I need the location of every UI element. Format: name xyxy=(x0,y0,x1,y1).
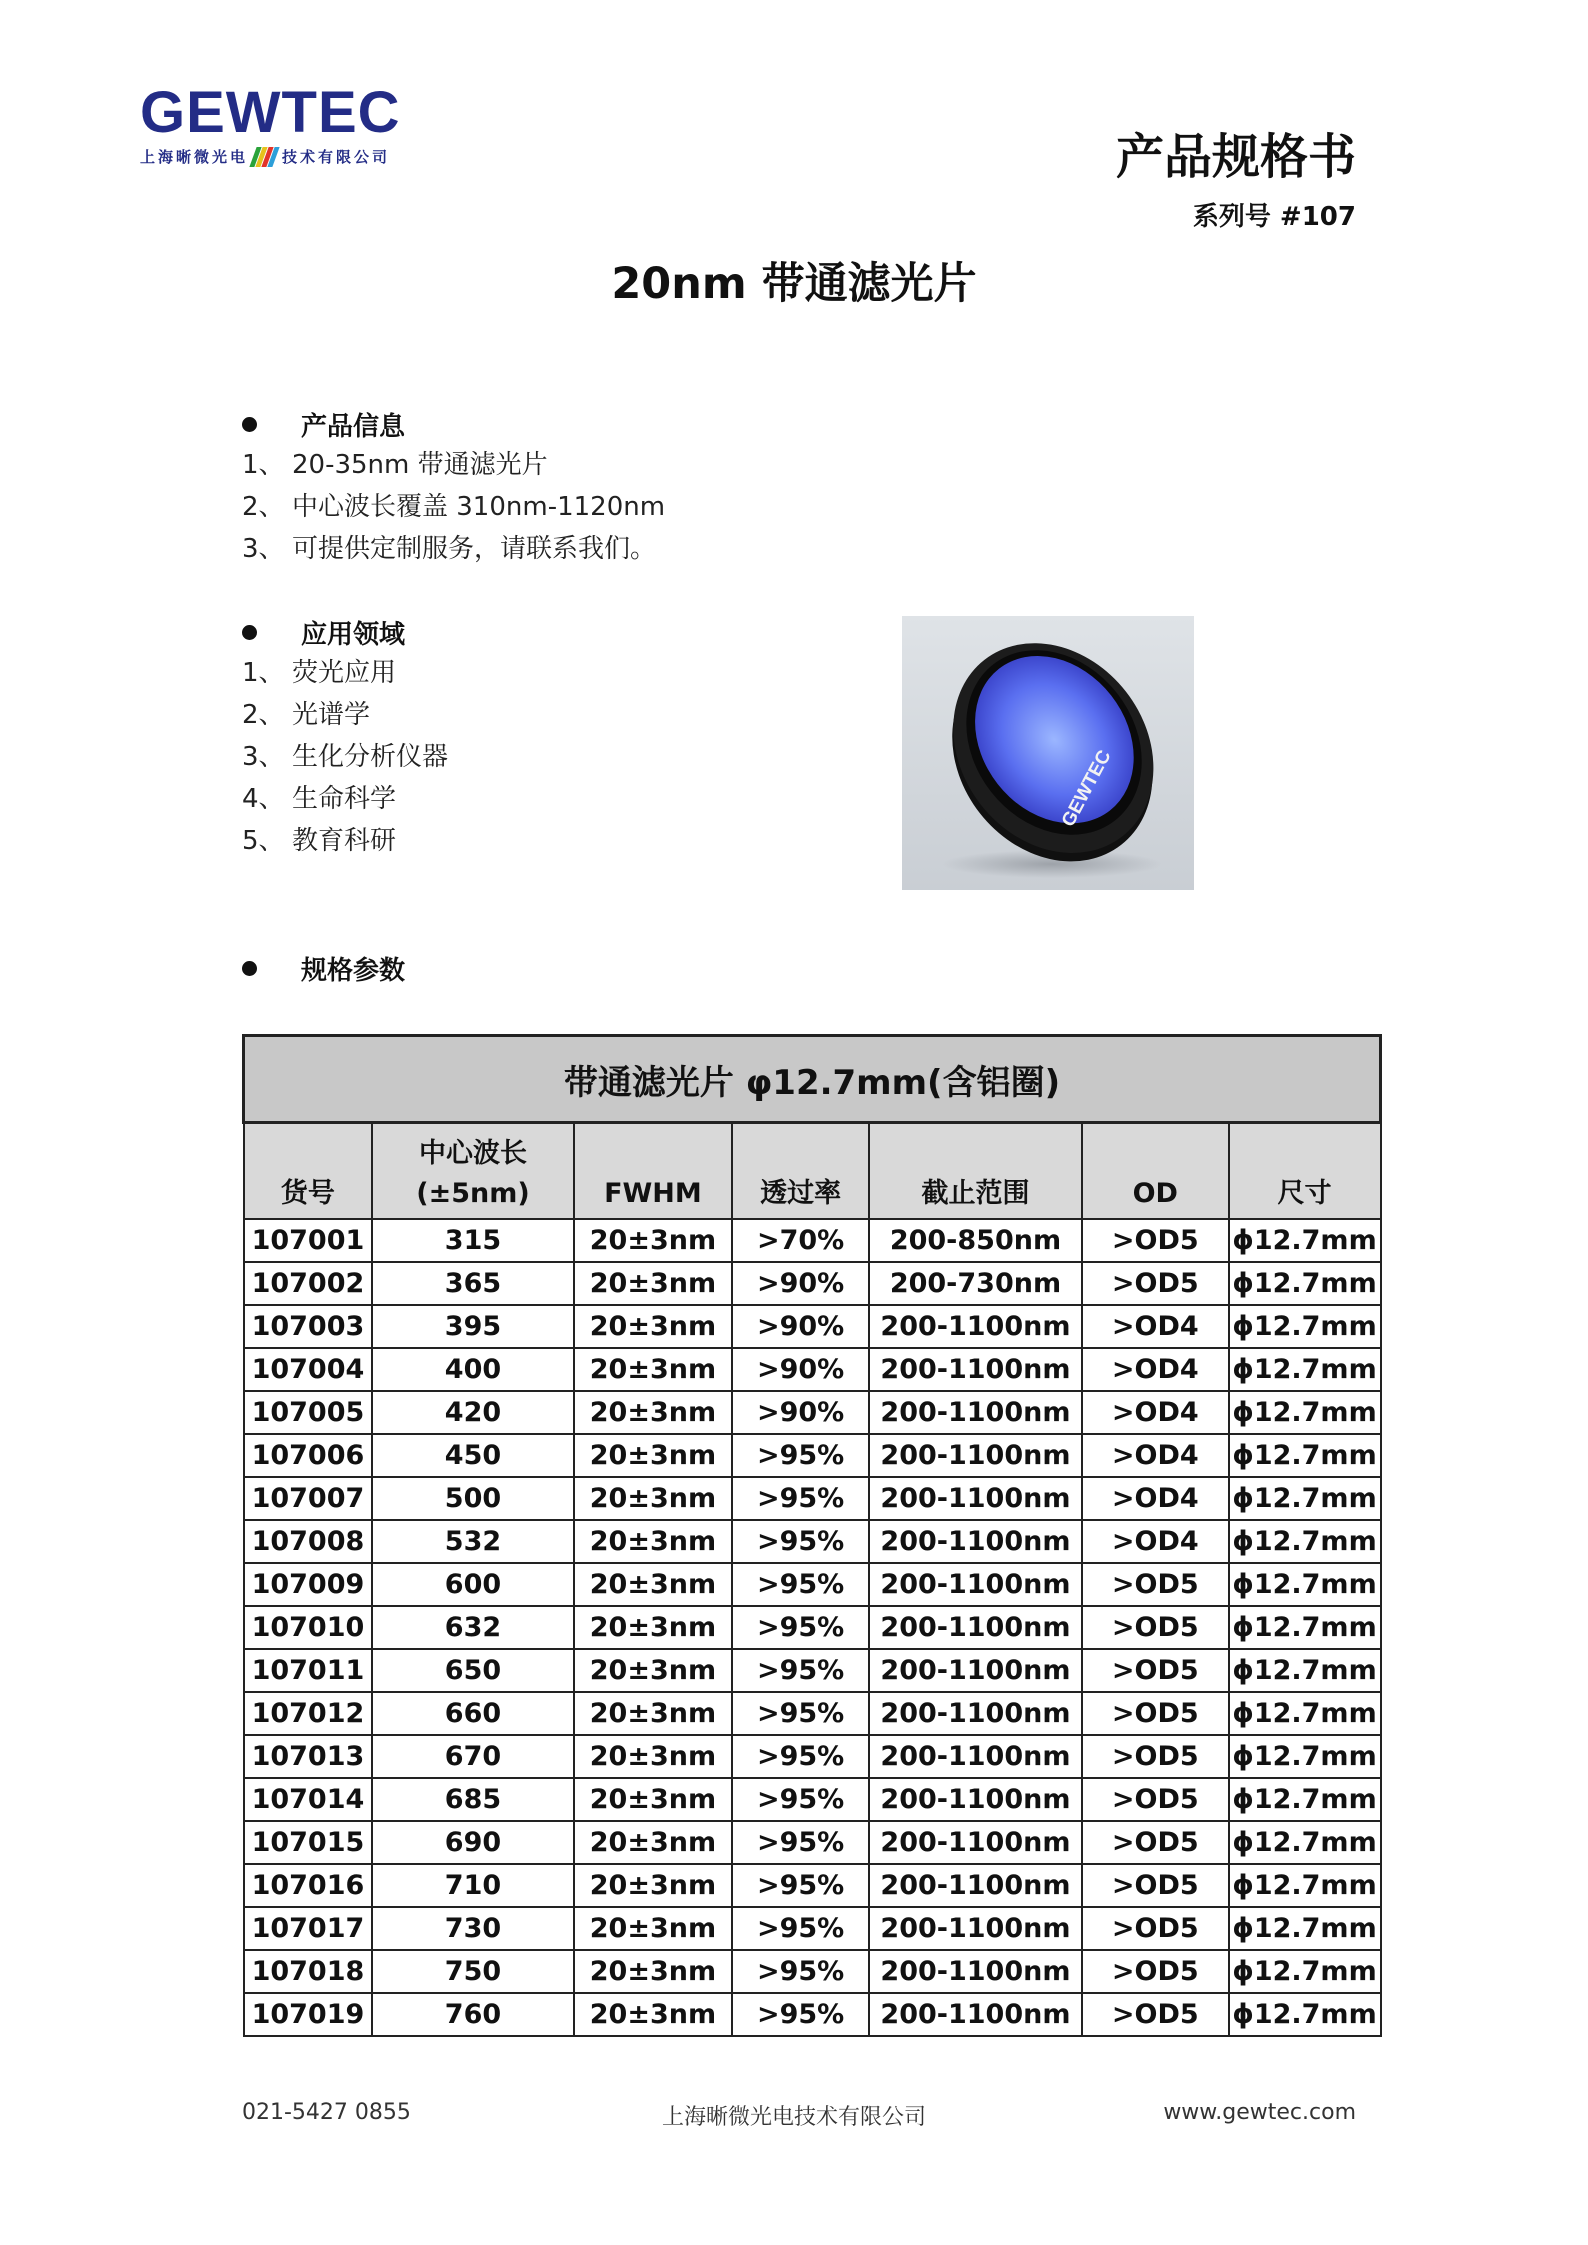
list-item xyxy=(242,778,448,820)
bullet-icon xyxy=(242,961,257,976)
logo-subtitle xyxy=(140,146,440,167)
table-row xyxy=(244,1219,1381,1262)
table-cell: 632 xyxy=(372,1606,573,1649)
table-cell: 20±3nm xyxy=(574,1821,733,1864)
table-cell: >OD4 xyxy=(1082,1477,1228,1520)
list-item xyxy=(242,694,448,736)
section-heading-product-info xyxy=(242,406,405,443)
list-item-number: 2、 xyxy=(242,700,285,730)
list-item xyxy=(242,528,665,570)
filter-image xyxy=(902,616,1194,890)
table-cell: 20±3nm xyxy=(574,1348,733,1391)
table-cell: >OD5 xyxy=(1082,1606,1228,1649)
series-number: 系列号 #107 xyxy=(1192,202,1356,232)
table-cell: 107013 xyxy=(244,1735,373,1778)
table-cell: 20±3nm xyxy=(574,1692,733,1735)
table-cell: >OD5 xyxy=(1082,1262,1228,1305)
table-cell: 315 xyxy=(372,1219,573,1262)
table-cell: 760 xyxy=(372,1993,573,2036)
table-cell: >OD5 xyxy=(1082,1778,1228,1821)
table-cell: 20±3nm xyxy=(574,1391,733,1434)
list-item-text: 可提供定制服务，请联系我们。 xyxy=(292,534,657,564)
table-cell: >OD4 xyxy=(1082,1434,1228,1477)
table-cell: 200-1100nm xyxy=(869,1348,1082,1391)
table-cell: 20±3nm xyxy=(574,1477,733,1520)
bullet-icon xyxy=(242,417,257,432)
table-cell: 20±3nm xyxy=(574,1434,733,1477)
table-cell: >95% xyxy=(732,1606,869,1649)
table-cell: 20±3nm xyxy=(574,1262,733,1305)
list-item-text: 生命科学 xyxy=(292,784,397,814)
table-cell: 200-1100nm xyxy=(869,1477,1082,1520)
table-cell: 200-1100nm xyxy=(869,1864,1082,1907)
table-cell: 200-850nm xyxy=(869,1219,1082,1262)
table-cell: >95% xyxy=(732,1864,869,1907)
list-item xyxy=(242,736,448,778)
table-cell: 20±3nm xyxy=(574,1993,733,2036)
section-heading-text: 应用领域 xyxy=(301,620,406,650)
table-row xyxy=(244,1993,1381,2036)
table-cell: 107006 xyxy=(244,1434,373,1477)
table-cell: 107014 xyxy=(244,1778,373,1821)
table-row xyxy=(244,1391,1381,1434)
column-header: 透过率 xyxy=(732,1123,869,1220)
table-cell: 395 xyxy=(372,1305,573,1348)
list-item-text: 生化分析仪器 xyxy=(292,742,449,772)
column-header: 中心波长 (±5nm) xyxy=(372,1123,573,1220)
table-cell: >OD5 xyxy=(1082,1864,1228,1907)
table-cell: 20±3nm xyxy=(574,1649,733,1692)
table-cell: ϕ12.7mm xyxy=(1229,1520,1381,1563)
table-cell: >OD4 xyxy=(1082,1391,1228,1434)
table-row xyxy=(244,1821,1381,1864)
column-header: 尺寸 xyxy=(1229,1123,1381,1220)
bullet-icon xyxy=(242,625,257,640)
table-cell: >95% xyxy=(732,1821,869,1864)
logo-subtitle-left: 上海晰微光电 xyxy=(140,148,249,166)
table-cell: 107015 xyxy=(244,1821,373,1864)
product-photo xyxy=(902,616,1194,890)
table-cell: 420 xyxy=(372,1391,573,1434)
table-cell: 200-730nm xyxy=(869,1262,1082,1305)
table-row xyxy=(244,1692,1381,1735)
table-row xyxy=(244,1262,1381,1305)
list-item-number: 3、 xyxy=(242,742,285,772)
table-cell: >OD5 xyxy=(1082,1821,1228,1864)
table-cell: >OD5 xyxy=(1082,1950,1228,1993)
table-cell: ϕ12.7mm xyxy=(1229,1821,1381,1864)
table-cell: 107007 xyxy=(244,1477,373,1520)
table-cell: 107011 xyxy=(244,1649,373,1692)
table-cell: >OD4 xyxy=(1082,1348,1228,1391)
table-cell: 365 xyxy=(372,1262,573,1305)
table-cell: ϕ12.7mm xyxy=(1229,1907,1381,1950)
table-cell: 200-1100nm xyxy=(869,1649,1082,1692)
table-cell: 685 xyxy=(372,1778,573,1821)
table-cell: 107016 xyxy=(244,1864,373,1907)
section-heading-text: 规格参数 xyxy=(301,956,406,986)
list-item-number: 1、 xyxy=(242,450,285,480)
table-cell: 20±3nm xyxy=(574,1219,733,1262)
table-cell: 107002 xyxy=(244,1262,373,1305)
table-cell: 107019 xyxy=(244,1993,373,2036)
table-cell: >OD5 xyxy=(1082,1993,1228,2036)
table-cell: 690 xyxy=(372,1821,573,1864)
table-row xyxy=(244,1778,1381,1821)
table-cell: 450 xyxy=(372,1434,573,1477)
table-cell: 750 xyxy=(372,1950,573,1993)
company-logo xyxy=(140,80,440,167)
section-heading-applications xyxy=(242,614,405,651)
table-cell: >95% xyxy=(732,1778,869,1821)
table-cell: >OD5 xyxy=(1082,1692,1228,1735)
list-item-number: 3、 xyxy=(242,534,285,564)
table-cell: 200-1100nm xyxy=(869,1993,1082,2036)
table-cell: 532 xyxy=(372,1520,573,1563)
table-row xyxy=(244,1305,1381,1348)
table-row xyxy=(244,1907,1381,1950)
logo-subtitle-right: 技术有限公司 xyxy=(282,148,391,166)
list-item xyxy=(242,444,665,486)
list-item-number: 1、 xyxy=(242,658,285,688)
table-cell: >95% xyxy=(732,1950,869,1993)
footer-website[interactable]: www.gewtec.com xyxy=(1163,2100,1356,2125)
table-cell: 650 xyxy=(372,1649,573,1692)
table-cell: 107004 xyxy=(244,1348,373,1391)
spec-table xyxy=(242,1034,1382,2037)
section-heading-text: 产品信息 xyxy=(301,412,406,442)
table-row xyxy=(244,1434,1381,1477)
table-cell: 670 xyxy=(372,1735,573,1778)
table-cell: ϕ12.7mm xyxy=(1229,1391,1381,1434)
applications-list xyxy=(242,652,448,862)
table-cell: >90% xyxy=(732,1391,869,1434)
table-cell: 200-1100nm xyxy=(869,1778,1082,1821)
list-item xyxy=(242,652,448,694)
table-cell: 200-1100nm xyxy=(869,1606,1082,1649)
table-cell: >95% xyxy=(732,1477,869,1520)
table-cell: >OD5 xyxy=(1082,1907,1228,1950)
footer-company: 上海晰微光电技术有限公司 xyxy=(661,2105,926,2130)
table-cell: 20±3nm xyxy=(574,1907,733,1950)
table-caption: 带通滤光片 φ12.7mm(含铝圈) xyxy=(244,1036,1381,1123)
table-cell: 730 xyxy=(372,1907,573,1950)
table-cell: >95% xyxy=(732,1735,869,1778)
table-body xyxy=(244,1219,1381,2036)
table-cell: ϕ12.7mm xyxy=(1229,1950,1381,1993)
table-cell: 200-1100nm xyxy=(869,1391,1082,1434)
table-cell: ϕ12.7mm xyxy=(1229,1477,1381,1520)
list-item xyxy=(242,820,448,862)
document-title: 产品规格书 xyxy=(1115,129,1356,185)
table-cell: ϕ12.7mm xyxy=(1229,1864,1381,1907)
table-cell: 20±3nm xyxy=(574,1864,733,1907)
table-cell: >OD5 xyxy=(1082,1563,1228,1606)
table-cell: >95% xyxy=(732,1520,869,1563)
table-cell: >95% xyxy=(732,1434,869,1477)
table-cell: 200-1100nm xyxy=(869,1434,1082,1477)
list-item-text: 中心波长覆盖 310nm-1120nm xyxy=(292,492,666,522)
table-cell: >OD4 xyxy=(1082,1520,1228,1563)
table-cell: ϕ12.7mm xyxy=(1229,1219,1381,1262)
table-cell: 200-1100nm xyxy=(869,1821,1082,1864)
table-cell: 200-1100nm xyxy=(869,1305,1082,1348)
table-cell: 600 xyxy=(372,1563,573,1606)
table-cell: >OD5 xyxy=(1082,1219,1228,1262)
column-header: 货号 xyxy=(244,1123,373,1220)
table-cell: ϕ12.7mm xyxy=(1229,1993,1381,2036)
table-cell: 200-1100nm xyxy=(869,1950,1082,1993)
table-row xyxy=(244,1606,1381,1649)
table-cell: 107017 xyxy=(244,1907,373,1950)
table-cell: >OD4 xyxy=(1082,1305,1228,1348)
table-cell: 660 xyxy=(372,1692,573,1735)
table-cell: 20±3nm xyxy=(574,1305,733,1348)
table-cell: >90% xyxy=(732,1305,869,1348)
list-item-number: 5、 xyxy=(242,826,285,856)
table-cell: >95% xyxy=(732,1649,869,1692)
table-cell: >OD5 xyxy=(1082,1735,1228,1778)
table-cell: >OD5 xyxy=(1082,1649,1228,1692)
table-cell: 20±3nm xyxy=(574,1735,733,1778)
product-title: 20nm 带通滤光片 xyxy=(611,259,977,309)
column-header: 截止范围 xyxy=(869,1123,1082,1220)
table-row xyxy=(244,1477,1381,1520)
table-cell: ϕ12.7mm xyxy=(1229,1692,1381,1735)
table-cell: 400 xyxy=(372,1348,573,1391)
column-header: OD xyxy=(1082,1123,1228,1220)
list-item-text: 荧光应用 xyxy=(292,658,397,688)
table-cell: >70% xyxy=(732,1219,869,1262)
table-row xyxy=(244,1649,1381,1692)
list-item-number: 2、 xyxy=(242,492,285,522)
table-cell: ϕ12.7mm xyxy=(1229,1649,1381,1692)
table-cell: ϕ12.7mm xyxy=(1229,1434,1381,1477)
table-cell: 200-1100nm xyxy=(869,1735,1082,1778)
table-cell: >95% xyxy=(732,1563,869,1606)
product-info-list xyxy=(242,444,665,570)
logo-stripe-icon xyxy=(253,147,277,167)
table-row xyxy=(244,1864,1381,1907)
table-row xyxy=(244,1735,1381,1778)
table-cell: 107009 xyxy=(244,1563,373,1606)
table-cell: ϕ12.7mm xyxy=(1229,1735,1381,1778)
table-cell: >95% xyxy=(732,1692,869,1735)
table-row xyxy=(244,1950,1381,1993)
table-cell: >95% xyxy=(732,1907,869,1950)
list-item-number: 4、 xyxy=(242,784,285,814)
table-row xyxy=(244,1563,1381,1606)
table-cell: 710 xyxy=(372,1864,573,1907)
table-cell: 200-1100nm xyxy=(869,1563,1082,1606)
table-row xyxy=(244,1520,1381,1563)
table-cell: ϕ12.7mm xyxy=(1229,1262,1381,1305)
table-cell: 20±3nm xyxy=(574,1778,733,1821)
column-header: FWHM xyxy=(574,1123,733,1220)
table-cell: 500 xyxy=(372,1477,573,1520)
table-cell: 20±3nm xyxy=(574,1520,733,1563)
table-cell: 200-1100nm xyxy=(869,1692,1082,1735)
table-cell: ϕ12.7mm xyxy=(1229,1348,1381,1391)
table-cell: ϕ12.7mm xyxy=(1229,1606,1381,1649)
list-item-text: 教育科研 xyxy=(292,826,397,856)
table-cell: 20±3nm xyxy=(574,1950,733,1993)
table-cell: 107003 xyxy=(244,1305,373,1348)
table-cell: >90% xyxy=(732,1348,869,1391)
list-item xyxy=(242,486,665,528)
table-cell: 107010 xyxy=(244,1606,373,1649)
table-cell: 20±3nm xyxy=(574,1563,733,1606)
table-cell: 107001 xyxy=(244,1219,373,1262)
table-header-row xyxy=(244,1123,1381,1220)
logo-wordmark: GEWTEC xyxy=(140,80,401,145)
table-cell: 20±3nm xyxy=(574,1606,733,1649)
table-cell: 107005 xyxy=(244,1391,373,1434)
table-cell: >95% xyxy=(732,1993,869,2036)
list-item-text: 20-35nm 带通滤光片 xyxy=(292,450,548,480)
section-heading-specs xyxy=(242,950,405,987)
table-cell: 107008 xyxy=(244,1520,373,1563)
footer-phone: 021-5427 0855 xyxy=(242,2100,411,2125)
list-item-text: 光谱学 xyxy=(292,700,371,730)
table-cell: >90% xyxy=(732,1262,869,1305)
table-cell: 107018 xyxy=(244,1950,373,1993)
table-cell: 200-1100nm xyxy=(869,1907,1082,1950)
filter-ring-label: GEWTEC xyxy=(1057,746,1116,831)
table-cell: ϕ12.7mm xyxy=(1229,1305,1381,1348)
table-cell: ϕ12.7mm xyxy=(1229,1778,1381,1821)
table-cell: 200-1100nm xyxy=(869,1520,1082,1563)
table-cell: 107012 xyxy=(244,1692,373,1735)
table-cell: ϕ12.7mm xyxy=(1229,1563,1381,1606)
table-row xyxy=(244,1348,1381,1391)
